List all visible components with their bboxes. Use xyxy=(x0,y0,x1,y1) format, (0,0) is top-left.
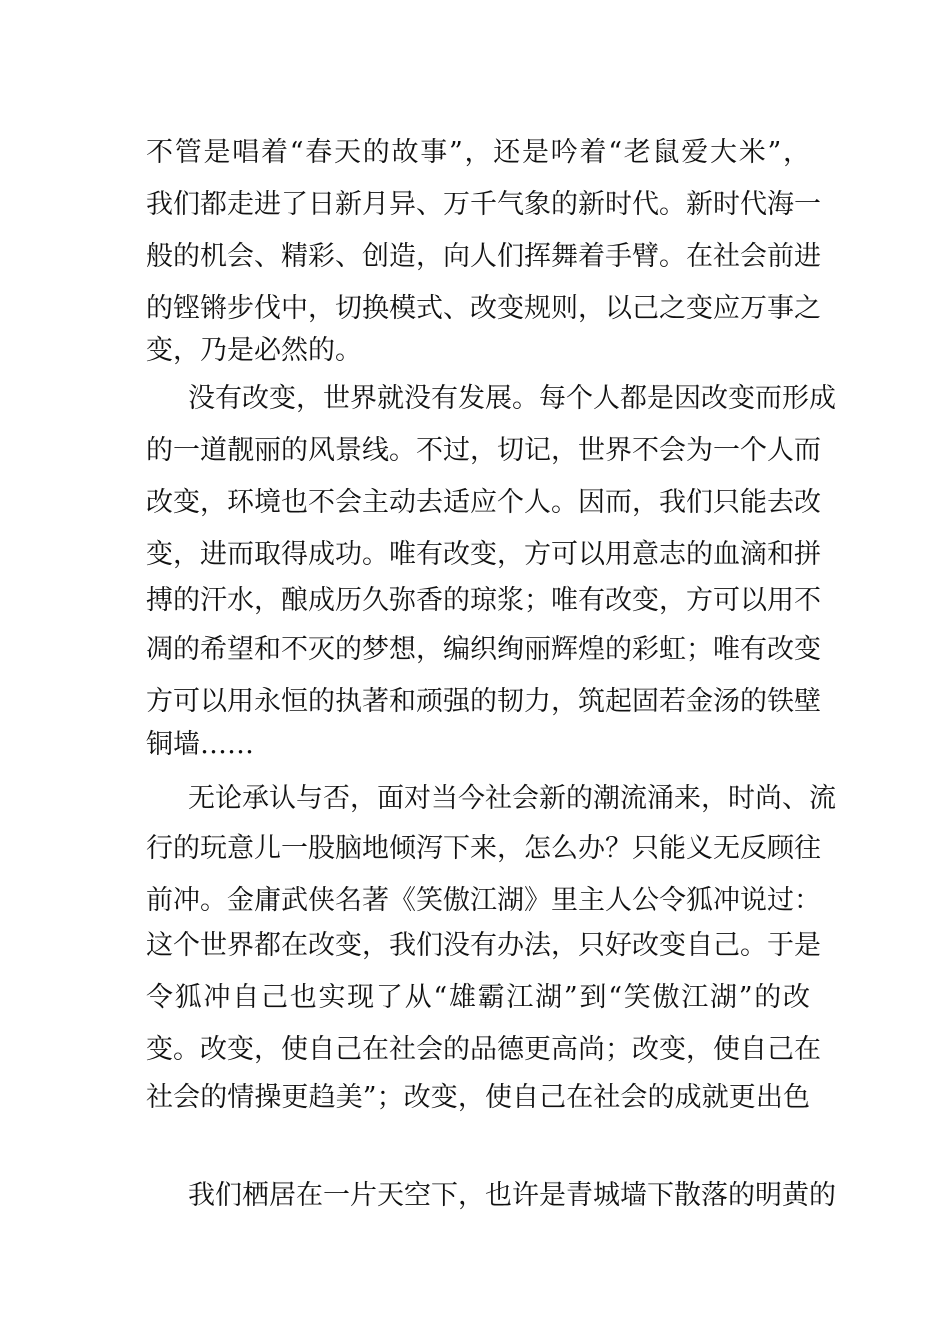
paragraph-1-line-4: 的铿锵步伐中，切换模式、改变规则，以己之变应万事之 xyxy=(146,293,821,324)
paragraph-3-line-5: 令狐冲自己也实现了从“雄霸江湖”到“笑傲江湖”的改 xyxy=(146,982,810,1013)
paragraph-2-line-4: 变，进而取得成功。唯有改变，方可以用意志的血滴和拼 xyxy=(146,539,821,570)
paragraph-3-line-6: 变。改变，使自己在社会的品德更高尚；改变，使自己在 xyxy=(146,1034,821,1065)
paragraph-3-line-1: 无论承认与否，面对当今社会新的潮流涌来，时尚、流 xyxy=(188,783,836,814)
paragraph-2-line-3: 改变，环境也不会主动去适应个人。因而，我们只能去改 xyxy=(146,487,821,518)
paragraph-2-line-7: 方可以用永恒的执著和顽强的韧力，筑起固若金汤的铁壁 xyxy=(146,686,821,717)
paragraph-1-line-2: 我们都走进了日新月异、万千气象的新时代。新时代海一 xyxy=(146,189,821,220)
paragraph-3-line-3: 前冲。金庸武侠名著《笑傲江湖》里主人公令狐冲说过： xyxy=(146,885,821,916)
paragraph-2-line-1: 没有改变，世界就没有发展。每个人都是因改变而形成 xyxy=(188,383,836,414)
paragraph-2-line-5: 搏的汗水，酿成历久弥香的琼浆；唯有改变，方可以用不 xyxy=(146,585,821,616)
paragraph-1-line-5: 变，乃是必然的。 xyxy=(146,335,362,366)
paragraph-1-line-3: 般的机会、精彩、创造，向人们挥舞着手臂。在社会前进 xyxy=(146,241,821,272)
paragraph-2-line-6: 凋的希望和不灭的梦想，编织绚丽辉煌的彩虹；唯有改变 xyxy=(146,634,821,665)
paragraph-3-line-2: 行的玩意儿一股脑地倾泻下来，怎么办？只能义无反顾往 xyxy=(146,833,821,864)
paragraph-2-line-8: 铜墙…… xyxy=(146,729,254,760)
paragraph-1-line-1: 不管是唱着“春天的故事”，还是吟着“老鼠爱大米”， xyxy=(146,137,810,168)
paragraph-4-line-1: 我们栖居在一片天空下，也许是青城墙下散落的明黄的 xyxy=(188,1180,836,1211)
paragraph-3-line-7: 社会的情操更趋美”；改变，使自己在社会的成就更出色 xyxy=(146,1082,810,1113)
paragraph-3-line-4: 这个世界都在改变，我们没有办法，只好改变自己。于是 xyxy=(146,930,821,961)
paragraph-2-line-2: 的一道靓丽的风景线。不过，切记，世界不会为一个人而 xyxy=(146,435,821,466)
